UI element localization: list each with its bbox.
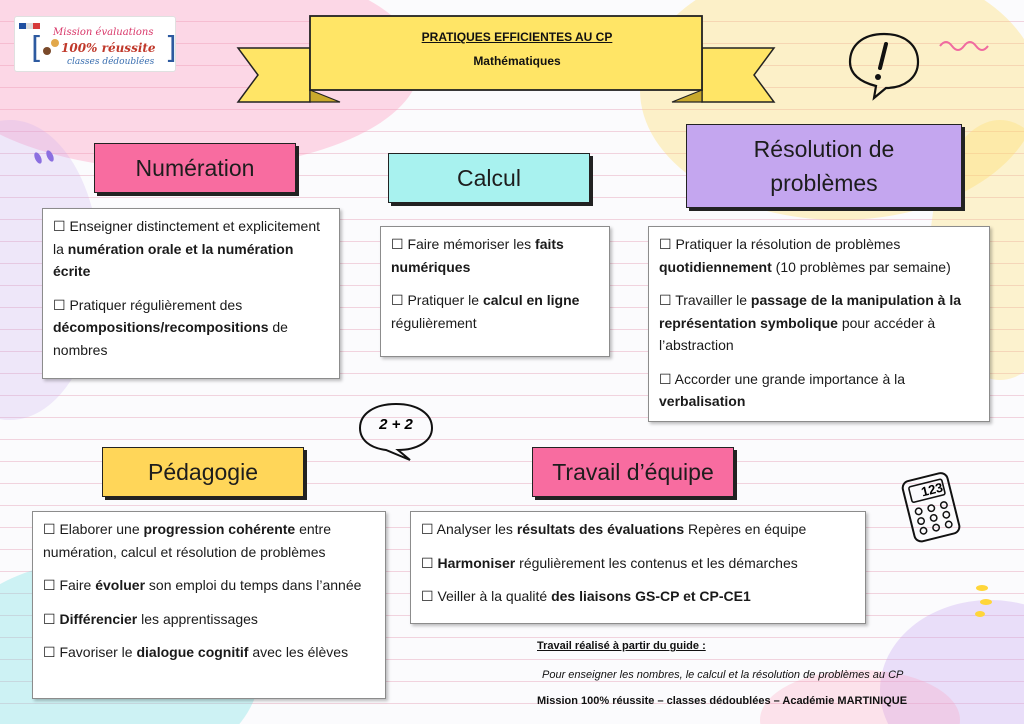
label-calcul bbox=[388, 153, 590, 203]
label-pedagogie-text: Pédagogie bbox=[148, 459, 258, 485]
list-item: ☐ Pratiquer le calcul en ligne régulièrement bbox=[391, 292, 580, 331]
label-calcul-text: Calcul bbox=[457, 165, 521, 191]
list-item: ☐ Harmoniser régulièrement les contenus et les démarches bbox=[421, 554, 798, 571]
box-numeration bbox=[42, 208, 340, 379]
logo-child-icon bbox=[43, 47, 51, 55]
box-resolution bbox=[648, 226, 990, 422]
list-item: ☐ Pratiquer régulièrement des décompositions/recompositions de nombres bbox=[53, 296, 288, 358]
banner-subtitle: Mathématiques bbox=[473, 54, 561, 68]
label-numeration bbox=[94, 143, 296, 193]
logo-line-3: classes dédoublées bbox=[67, 57, 155, 67]
list-item: ☐ Travailler le passage de la manipulation à la représentation symbolique pour accéder à l’abstraction bbox=[659, 292, 961, 353]
list-item: ☐ Pratiquer la résolution de problèmes quotidiennement (10 problèmes par semaine) bbox=[659, 236, 951, 275]
label-resolution-text: Résolution de problèmes bbox=[753, 136, 895, 196]
credit-guide: Pour enseigner les nombres, le calcul et la résolution de problèmes au CP bbox=[542, 669, 904, 681]
dots-icon bbox=[30, 146, 64, 168]
logo-line-2: 100% réussite bbox=[61, 41, 156, 55]
list-item: ☐ Favoriser le dialogue cognitif avec les élèves bbox=[43, 644, 349, 660]
exclamation-bubble-icon bbox=[846, 30, 922, 102]
label-resolution bbox=[686, 124, 962, 208]
list-item: ☐ Analyser les résultats des évaluations Repères en équipe bbox=[421, 521, 807, 537]
label-equipe bbox=[532, 447, 734, 497]
label-equipe-text: Travail d’équipe bbox=[552, 459, 714, 485]
math-bubble-text: 2 + 2 bbox=[379, 416, 413, 433]
box-equipe bbox=[410, 511, 866, 624]
logo-child-icon bbox=[51, 39, 59, 47]
squiggle-icon bbox=[938, 36, 994, 54]
logo-bracket-right: ] bbox=[165, 31, 177, 66]
label-numeration-text: Numération bbox=[135, 155, 255, 181]
banner-title: PRATIQUES EFFICIENTES AU CP bbox=[421, 30, 613, 44]
list-item: ☐ Veiller à la qualité des liaisons GS-CP et CP-CE1 bbox=[421, 588, 751, 604]
logo-line-1: Mission évaluations bbox=[53, 27, 154, 38]
list-item: ☐ Enseigner distinctement et explicitement la numération orale et la numération écrite bbox=[53, 218, 321, 279]
list-item: ☐ Faire évoluer son emploi du temps dans l’année bbox=[43, 577, 362, 593]
box-calcul bbox=[380, 226, 610, 357]
list-item: ☐ Accorder une grande importance à la verbalisation bbox=[659, 370, 906, 409]
list-item: ☐ Faire mémoriser les faits numériques bbox=[391, 236, 564, 275]
calculator-display: 123 bbox=[919, 479, 945, 500]
label-pedagogie bbox=[102, 447, 304, 497]
credit-mission: Mission 100% réussite – classes dédoublées – Académie MARTINIQUE bbox=[537, 695, 908, 707]
list-item: ☐ Différencier les apprentissages bbox=[43, 610, 258, 627]
credit-heading: Travail réalisé à partir du guide : bbox=[537, 640, 706, 652]
dots-icon bbox=[968, 580, 998, 620]
box-pedagogie bbox=[32, 511, 386, 699]
mission-logo bbox=[14, 16, 176, 72]
logo-bracket-left: [ bbox=[31, 31, 43, 66]
list-item: ☐ Elaborer une progression cohérente entre numération, calcul et résolution de problèmes bbox=[43, 521, 332, 560]
